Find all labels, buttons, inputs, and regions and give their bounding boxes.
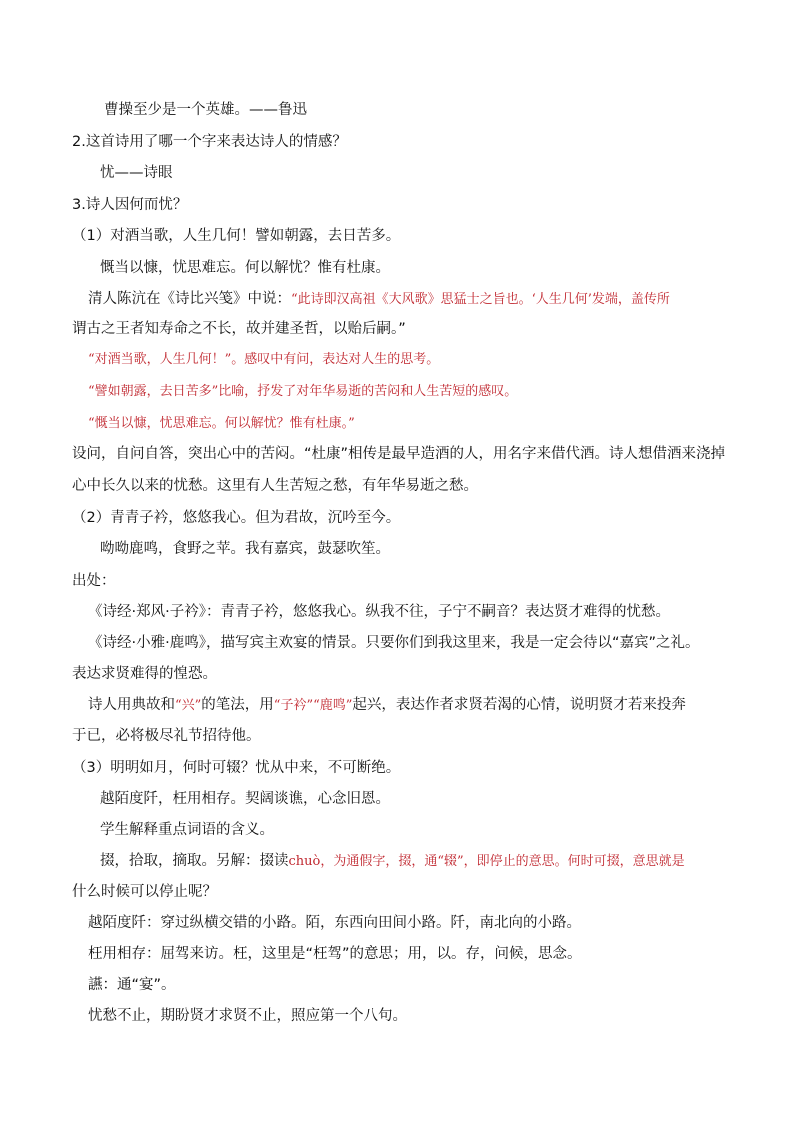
gloss-yuemo: 越陌度阡：穿过纵横交错的小路。陌，东西向田间小路。阡，南北向的小路。 bbox=[88, 915, 581, 931]
gloss-duo-b: chuò，为通假字，掇，通“辍”，即停止的意思。何时可掇，意思就是 bbox=[288, 854, 685, 869]
gloss-duo-cont: 什么时候可以停止呢？ bbox=[72, 884, 217, 900]
question-3: 3.诗人因何而忧？ bbox=[72, 197, 188, 213]
analysis-3: “慨当以慷，忧思难忘。何以解忧？惟有杜康。” bbox=[88, 416, 355, 431]
source-heading: 出处： bbox=[72, 573, 116, 589]
poem-line-5: （3）明明如月，何时可辍？忧从中来，不可断绝。 bbox=[72, 760, 401, 776]
commentary-line-2: 谓古之王者知寿命之不长，故并建圣哲，以贻后嗣。” bbox=[72, 321, 406, 337]
technique-text-c: 起兴，表达作者求贤若渴的心情，说明贤才若来投奔 bbox=[352, 697, 686, 713]
quote-line: 曹操至少是一个英雄。——鲁迅 bbox=[104, 102, 307, 118]
explanation-1: 设问，自问自答，突出心中的苦闷。“杜康”相传是最早造酒的人，用名字来借代酒。诗人想借酒来浇掉 bbox=[72, 446, 726, 462]
source-1: 《诗经·郑风·子衿》：青青子衿，悠悠我心。纵我不往，子宁不嗣音？表达贤才难得的忧愁。 bbox=[88, 604, 670, 620]
task-line: 学生解释重点词语的含义。 bbox=[100, 822, 274, 838]
commentary-quote: “此诗即汉高祖《大风歌》思猛士之旨也。‘人生几何’发端，盖传所 bbox=[291, 292, 670, 307]
technique-text-b: 的笔法，用 bbox=[201, 697, 274, 713]
poem-line-3: （2）青青子衿，悠悠我心。但为君故，沉吟至今。 bbox=[72, 510, 401, 526]
source-2-cont: 表达求贤难得的惶恐。 bbox=[72, 666, 217, 682]
gloss-duo bbox=[100, 851, 685, 872]
summary-line: 忧愁不止，期盼贤才求贤不止，照应第一个八句。 bbox=[88, 1008, 407, 1024]
analysis-1: “对酒当歌，人生几何！”。感叹中有问，表达对人生的思考。 bbox=[88, 352, 440, 367]
analysis-2: “譬如朝露，去日苦多”比喻，抒发了对年华易逝的苦闷和人生苦短的感叹。 bbox=[88, 384, 518, 399]
technique-luming: “鹿鸣” bbox=[313, 698, 353, 713]
commentary-intro: 清人陈沆在《诗比兴笺》中说： bbox=[88, 291, 291, 307]
technique-cont: 于已，必将极尽礼节招待他。 bbox=[72, 728, 261, 744]
gloss-wangyong: 枉用相存：屈驾来访。枉，这里是“枉驾”的意思；用，以。存，问候，思念。 bbox=[88, 946, 582, 962]
answer-2: 忧——诗眼 bbox=[100, 165, 173, 181]
technique-line bbox=[88, 695, 686, 716]
commentary-line-1 bbox=[88, 289, 670, 310]
explanation-2: 心中长久以来的忧愁。这里有人生苦短之愁，有年华易逝之愁。 bbox=[72, 478, 478, 494]
technique-xing: “兴” bbox=[175, 698, 202, 713]
gloss-duo-a: 掇，拾取，摘取。另解：掇读 bbox=[100, 853, 289, 869]
source-2: 《诗经·小雅·鹿鸣》，描写宾主欢宴的情景。只要你们到我这里来，我是一定会待以“嘉宾”之礼。 bbox=[88, 635, 700, 651]
poem-line-1: （1）对酒当歌，人生几何！譬如朝露，去日苦多。 bbox=[72, 228, 401, 244]
poem-line-6: 越陌度阡，枉用相存。契阔谈谯，心念旧恩。 bbox=[100, 791, 390, 807]
technique-text-a: 诗人用典故和 bbox=[88, 697, 175, 713]
poem-line-4: 呦呦鹿鸣，食野之苹。我有嘉宾，鼓瑟吹笙。 bbox=[100, 541, 390, 557]
poem-line-2: 慨当以慷，忧思难忘。何以解忧？惟有杜康。 bbox=[100, 260, 390, 276]
question-2: 2.这首诗用了哪一个字来表达诗人的情感？ bbox=[72, 134, 347, 150]
technique-zijin: “子衿” bbox=[273, 698, 314, 713]
gloss-yan: 讌：通“宴”。 bbox=[88, 977, 176, 993]
